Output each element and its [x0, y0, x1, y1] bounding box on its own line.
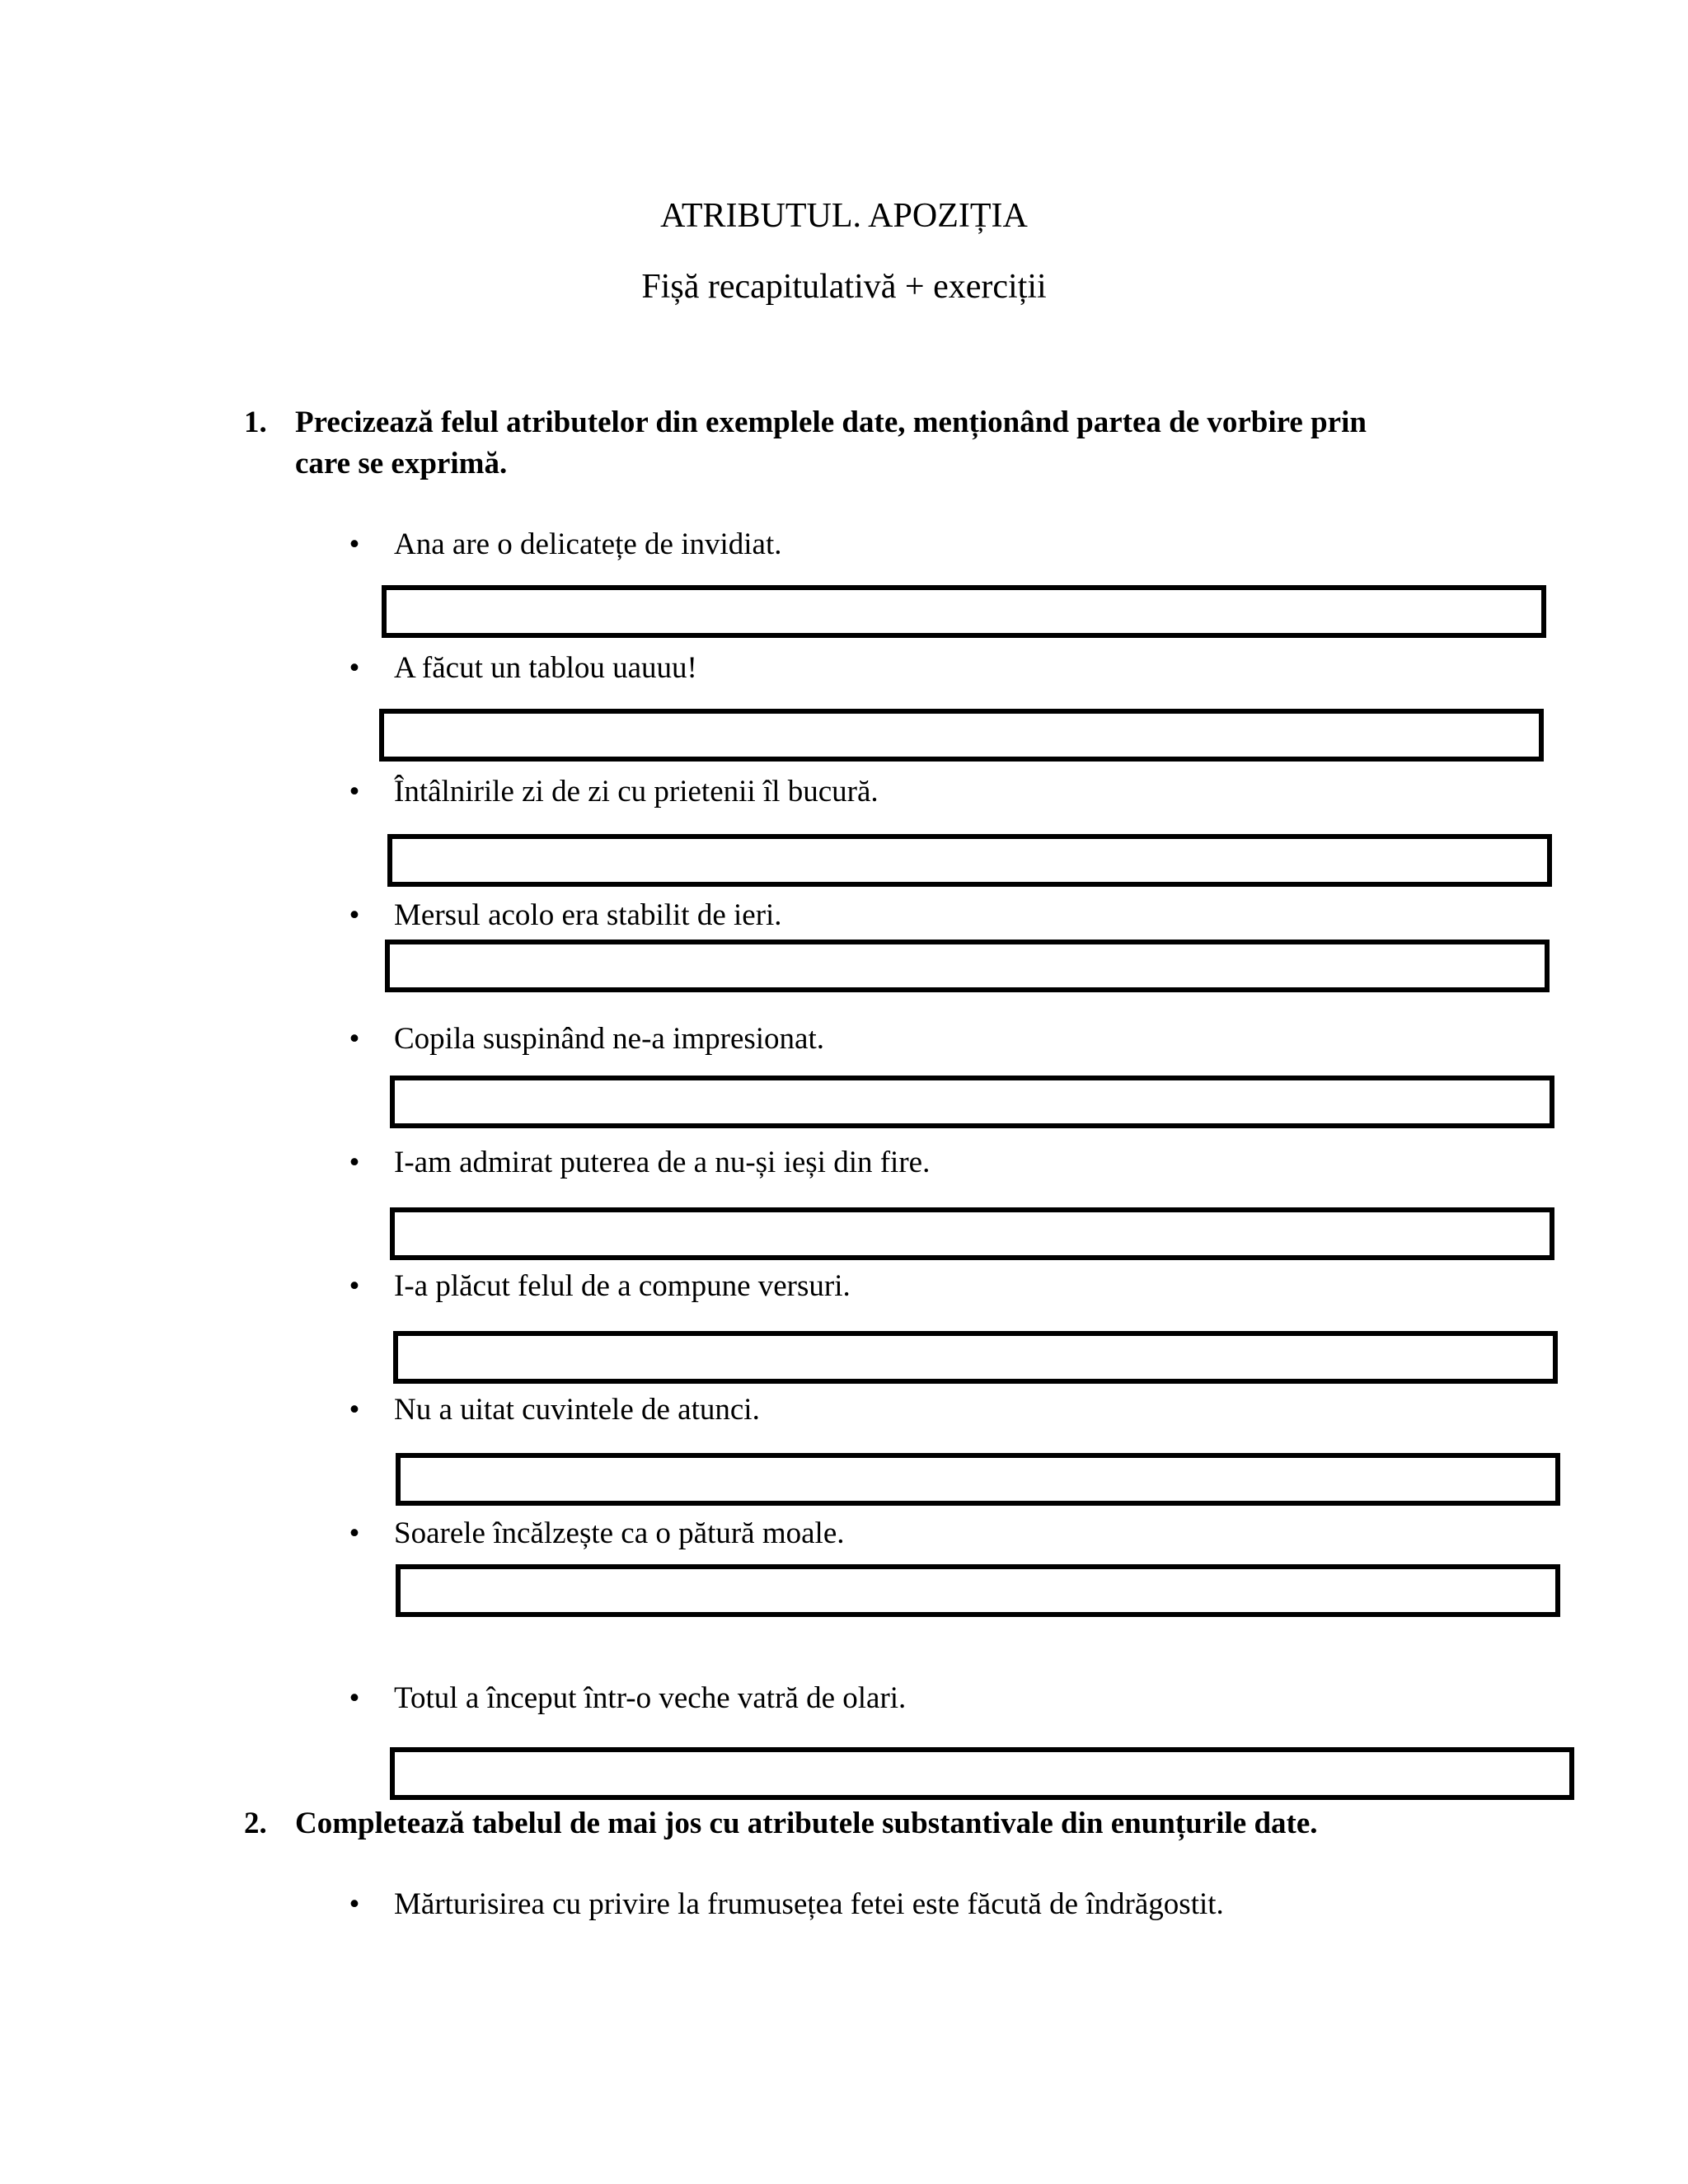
exercise-2-number: 2. [244, 1807, 267, 1840]
exercise-2-text: Completează tabelul de mai jos cu atributele substantivale din enunțurile date. [295, 1807, 1318, 1840]
item-sentence: Mersul acolo era stabilit de ieri. [394, 898, 782, 932]
item-sentence: I-a plăcut felul de a compune versuri. [394, 1269, 851, 1303]
answer-box-3[interactable] [387, 834, 1552, 887]
item-sentence: Nu a uitat cuvintele de atunci. [394, 1393, 760, 1427]
item-sentence: Mărturisirea cu privire la frumusețea fetei este făcută de îndrăgostit. [394, 1887, 1224, 1921]
item-sentence: A făcut un tablou uauuu! [394, 651, 697, 685]
answer-box-6[interactable] [390, 1207, 1554, 1260]
bullet-icon: • [349, 1516, 360, 1550]
page-title: ATRIBUTUL. APOZIȚIA [660, 197, 1028, 235]
exercise-1-number: 1. [244, 405, 267, 439]
exercise-2-instruction [244, 1803, 1480, 1844]
item-sentence: I-am admirat puterea de a nu-și ieși din fire. [394, 1146, 931, 1179]
item-sentence: Totul a început într-o veche vatră de olari. [394, 1681, 907, 1715]
exercise-1-text-line-1: Precizează felul atributelor din exemplele date, menționând partea de vorbire prin [295, 405, 1367, 439]
exercise-1-text-line-2: care se exprimă. [295, 447, 508, 480]
exercise-1-instruction [244, 402, 1480, 485]
answer-box-9[interactable] [396, 1564, 1560, 1617]
bullet-icon: • [349, 1146, 360, 1179]
item-sentence: Ana are o delicatețe de invidiat. [394, 527, 782, 561]
item-sentence: Copila suspinând ne-a impresionat. [394, 1022, 825, 1056]
bullet-icon: • [349, 1022, 360, 1056]
item-sentence: Soarele încălzește ca o pătură moale. [394, 1516, 845, 1550]
bullet-icon: • [349, 651, 360, 685]
bullet-icon: • [349, 775, 360, 808]
answer-box-5[interactable] [390, 1076, 1554, 1128]
answer-box-2[interactable] [379, 709, 1544, 762]
bullet-icon: • [349, 1393, 360, 1427]
bullet-icon: • [349, 1887, 360, 1921]
bullet-icon: • [349, 527, 360, 561]
item-sentence: Întâlnirile zi de zi cu prietenii îl bucură. [394, 775, 879, 808]
answer-box-8[interactable] [396, 1453, 1560, 1506]
page-subtitle: Fișă recapitulativă + exerciții [641, 268, 1047, 306]
bullet-icon: • [349, 1681, 360, 1715]
bullet-icon: • [349, 898, 360, 932]
answer-box-10[interactable] [390, 1747, 1574, 1800]
answer-box-4[interactable] [385, 940, 1550, 992]
answer-box-7[interactable] [393, 1331, 1558, 1384]
answer-box-1[interactable] [382, 585, 1546, 638]
bullet-icon: • [349, 1269, 360, 1303]
